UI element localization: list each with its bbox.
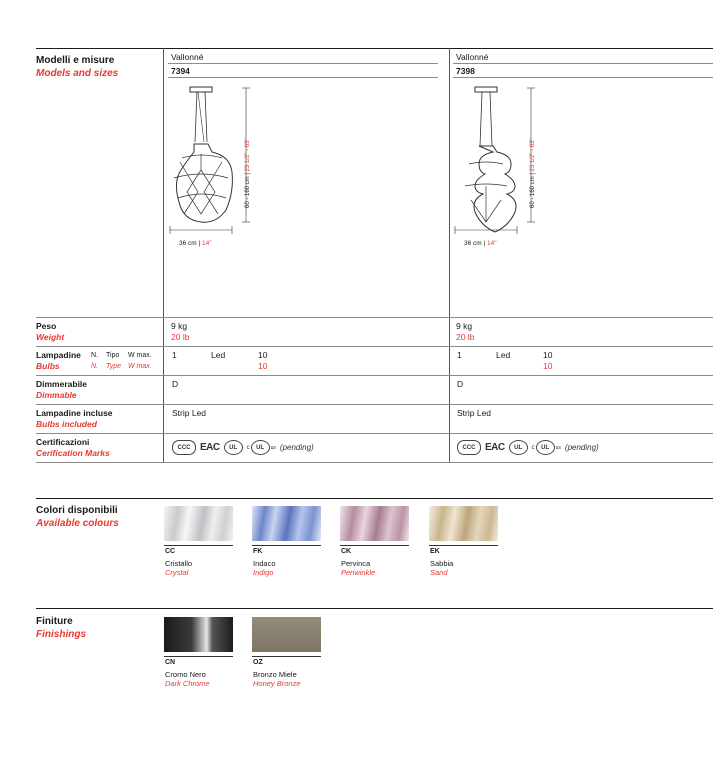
section-top-rule xyxy=(36,48,713,49)
swatch-honey-bronze xyxy=(252,617,321,652)
finish-name-en: Honey Bronze xyxy=(253,679,301,688)
row-rule xyxy=(36,433,713,434)
height-cm: 60 - 160 cm xyxy=(530,176,536,208)
cert-marks xyxy=(172,440,314,455)
finishes-title: Finiture xyxy=(36,616,73,627)
ul-mark-icon: UL xyxy=(224,440,243,455)
swatch-crystal xyxy=(164,506,233,541)
row-rule xyxy=(36,462,713,463)
weight-lb: 20 lb xyxy=(171,332,190,342)
models-section-title-en: Models and sizes xyxy=(36,68,119,79)
colour-name: Indaco xyxy=(253,559,276,568)
swatch-rule xyxy=(340,545,409,546)
eac-mark-icon: EAC xyxy=(485,442,505,453)
model-family: Vallonné xyxy=(456,52,489,62)
bulbs-included-label: Lampadine incluse xyxy=(36,408,113,418)
row-rule xyxy=(36,375,713,376)
dimmable-label-en: Dimmable xyxy=(36,390,77,400)
bulbs-wmax-header: W max. xyxy=(128,352,152,359)
cul-mark-icon: UL xyxy=(536,440,555,455)
finish-code: CN xyxy=(165,659,176,666)
colour-name: Cristallo xyxy=(165,559,193,568)
swatch-sand xyxy=(429,506,498,541)
height-cm: 60 - 160 cm xyxy=(245,176,251,208)
swatch-rule xyxy=(252,545,321,546)
bulbs-label: Lampadine xyxy=(36,350,81,360)
height-in: 23 1/2" - 63" xyxy=(245,138,251,172)
models-section-title: Modelli e misure xyxy=(36,55,115,66)
cert-pending: (pending) xyxy=(564,443,599,452)
certifications-label: Certificazioni xyxy=(36,437,90,447)
width-cm: 36 cm xyxy=(179,240,197,247)
colours-title-en: Available colours xyxy=(36,518,119,529)
certifications-label-en: Cerification Marks xyxy=(36,448,110,458)
colour-name-en: Periwinkle xyxy=(341,568,376,577)
swatch-periwinkle xyxy=(340,506,409,541)
height-dimension: 60 - 160 cm | 23 1/2" - 63" xyxy=(245,138,251,208)
bulbs-wmax-header-en: W max. xyxy=(128,363,152,370)
width-dimension: 36 cm | 14" xyxy=(179,240,212,247)
colour-code: CK xyxy=(341,548,352,555)
width-cm: 36 cm xyxy=(464,240,482,247)
weight-kg: 9 kg xyxy=(171,321,188,331)
weight-kg: 9 kg xyxy=(456,321,473,331)
finishes-title-en: Finishings xyxy=(36,629,86,640)
ccc-mark-icon: CCC xyxy=(457,440,481,455)
colour-name: Pervinca xyxy=(341,559,371,568)
row-rule xyxy=(36,404,713,405)
swatch-rule xyxy=(164,656,233,657)
swatch-dark-chrome xyxy=(164,617,233,652)
finish-name: Bronzo Miele xyxy=(253,670,297,679)
swatch-rule xyxy=(164,545,233,546)
weight-lb: 20 lb xyxy=(456,332,475,342)
eac-mark-icon: EAC xyxy=(200,442,220,453)
bulbs-included-value: Strip Led xyxy=(172,408,207,418)
dimmable-label: Dimmerabile xyxy=(36,379,88,389)
colour-code: CC xyxy=(165,548,176,555)
ul-mark-icon: UL xyxy=(509,440,528,455)
cert-pending: (pending) xyxy=(279,443,314,452)
height-in: 23 1/2" - 63" xyxy=(530,138,536,172)
finishes-top-rule xyxy=(36,608,713,609)
cul-mark-icon: UL xyxy=(251,440,270,455)
bulb-count: 1 xyxy=(172,350,177,360)
bulb-watt-en: 10 xyxy=(258,361,268,371)
height-dimension: 60 - 160 cm | 23 1/2" - 63" xyxy=(530,138,536,208)
finish-name-en: Dark Chrome xyxy=(165,679,210,688)
cert-marks xyxy=(457,440,599,455)
bulb-watt: 10 xyxy=(258,350,268,360)
cul-suffix: us xyxy=(270,444,276,451)
swatch-indigo xyxy=(252,506,321,541)
dimmable-value: D xyxy=(172,379,179,389)
bulb-type: Led xyxy=(211,350,226,360)
width-in: 14" xyxy=(202,240,212,247)
model-header-rule xyxy=(168,77,438,78)
colour-name: Sabbia xyxy=(430,559,454,568)
row-rule xyxy=(36,346,713,347)
colour-name-en: Indigo xyxy=(253,568,274,577)
bulbs-included-label-en: Bulbs included xyxy=(36,419,97,429)
model-code: 7394 xyxy=(171,66,190,76)
row-rule xyxy=(36,317,713,318)
swatch-rule xyxy=(252,656,321,657)
finish-code: OZ xyxy=(253,659,263,666)
weight-label-en: Weight xyxy=(36,332,65,342)
cul-prefix: c xyxy=(246,444,250,451)
width-in: 14" xyxy=(487,240,497,247)
colour-name-en: Sand xyxy=(430,568,448,577)
bulbs-n-header: N. xyxy=(91,352,98,359)
model-header-rule xyxy=(453,77,713,78)
finish-name: Cromo Nero xyxy=(165,670,206,679)
colours-title: Colori disponibili xyxy=(36,505,118,516)
bulbs-n-header-en: N. xyxy=(91,363,98,370)
colour-name-en: Crystal xyxy=(165,568,189,577)
bulb-count: 1 xyxy=(457,350,462,360)
model-header-rule xyxy=(453,63,713,64)
colours-top-rule xyxy=(36,498,713,499)
bulb-type: Led xyxy=(496,350,511,360)
bulbs-type-header: Tipo xyxy=(106,352,120,359)
model-code: 7398 xyxy=(456,66,475,76)
bulbs-label-en: Bulbs xyxy=(36,361,60,371)
colour-code: EK xyxy=(430,548,440,555)
bulbs-type-header-en: Type xyxy=(106,363,122,370)
colour-code: FK xyxy=(253,548,263,555)
cul-prefix: c xyxy=(531,444,535,451)
bulb-watt: 10 xyxy=(543,350,553,360)
ccc-mark-icon: CCC xyxy=(172,440,196,455)
width-dimension: 36 cm | 14" xyxy=(464,240,497,247)
cul-suffix: us xyxy=(555,444,561,451)
bulb-watt-en: 10 xyxy=(543,361,553,371)
model-family: Vallonné xyxy=(171,52,204,62)
model-header-rule xyxy=(168,63,438,64)
weight-label: Peso xyxy=(36,321,57,331)
swatch-rule xyxy=(429,545,498,546)
dimmable-value: D xyxy=(457,379,464,389)
bulbs-included-value: Strip Led xyxy=(457,408,492,418)
